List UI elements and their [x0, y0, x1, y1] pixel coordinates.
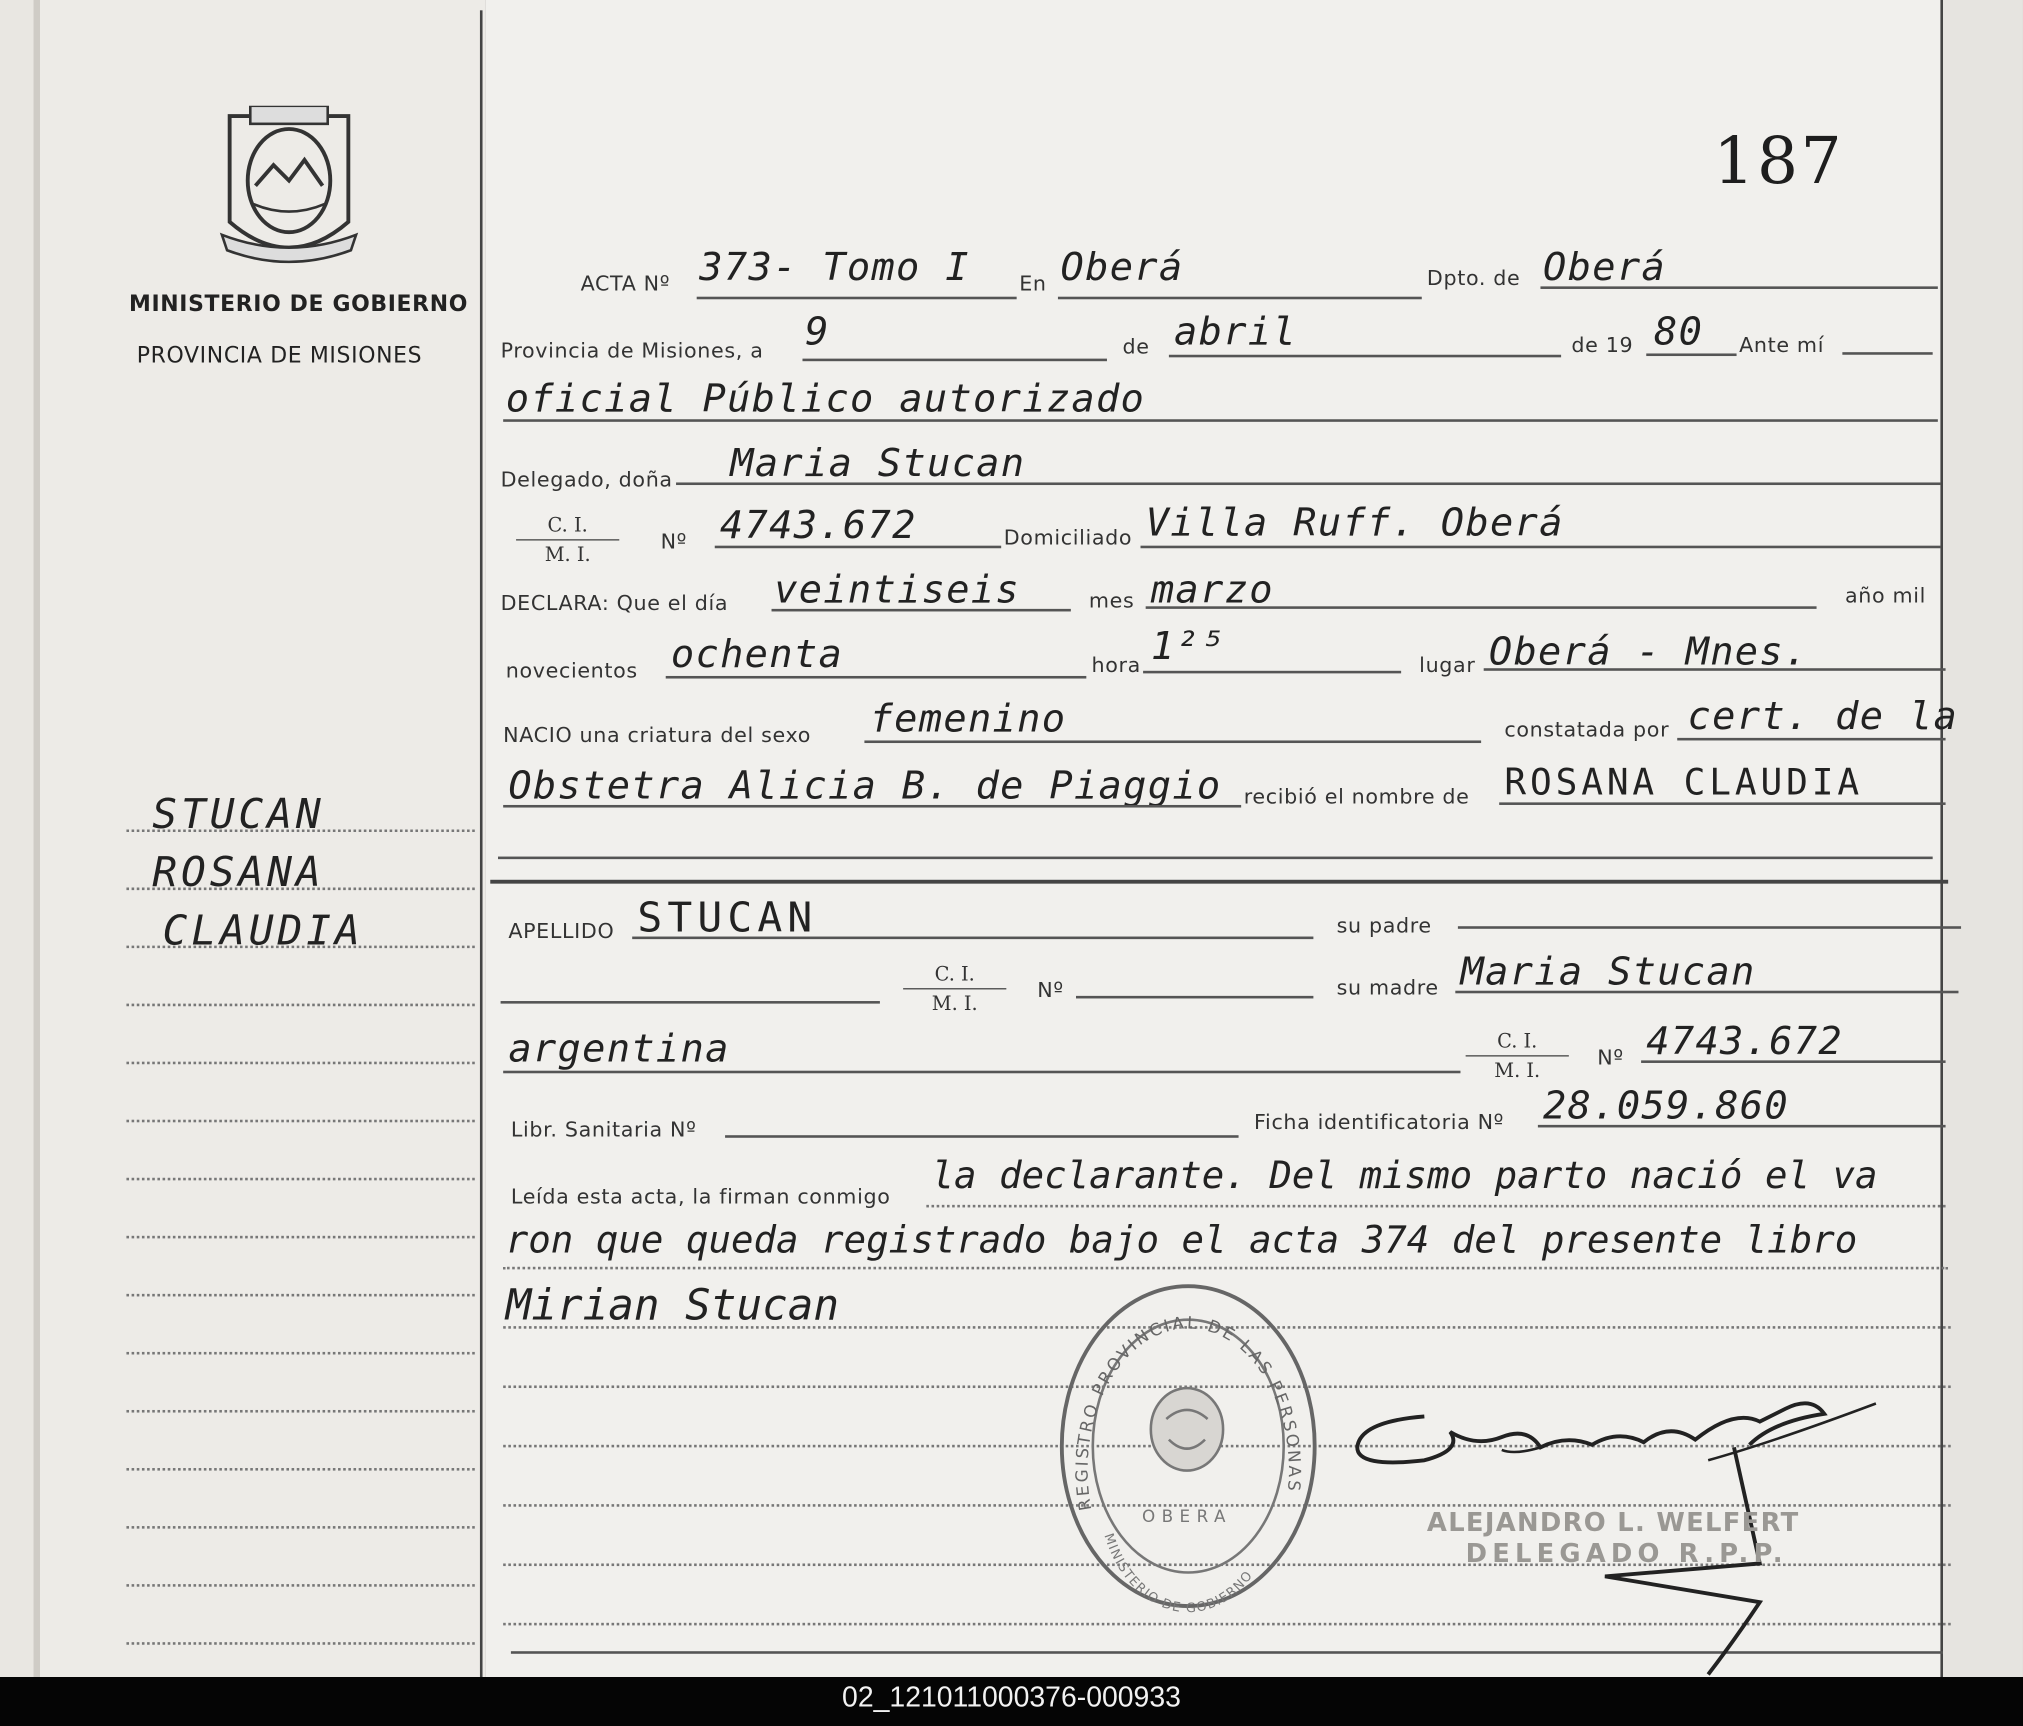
padre-ci-fraction: $\frac{C. I.}{M. I.}$ [903, 962, 1006, 1015]
de-label: de [1122, 334, 1150, 359]
svg-text:REGISTRO PROVINCIAL DE LAS PER: REGISTRO PROVINCIAL DE LAS PERSONAS [1071, 1312, 1305, 1513]
madre-number-label: Nº [1597, 1044, 1624, 1070]
observation-line2: ron que queda registrado bajo el acta 374 del presente libro [505, 1217, 1858, 1262]
birth-month-value: marzo [1150, 567, 1274, 613]
official-title-value: oficial Público autorizado [505, 376, 1146, 422]
mes-label: mes [1088, 588, 1135, 613]
apellido-label: APELLIDO [508, 918, 615, 943]
sexo-value: femenino [869, 696, 1067, 742]
ficha-label: Ficha identificatoria Nº [1254, 1109, 1505, 1134]
birth-day-value: veintiseis [774, 567, 1021, 613]
provincia-label: Provincia de Misiones, a [500, 337, 764, 363]
delegado-doc-value: 4743.672 [719, 503, 917, 549]
month-value: abril [1174, 309, 1298, 355]
province-heading: PROVINCIA DE MISIONES [136, 343, 423, 369]
ante-mi-label: Ante mí [1739, 332, 1825, 358]
right-page-edge [1943, 0, 2023, 1677]
margin-first-name: ROSANA [152, 847, 325, 897]
apellido-value: STUCAN [637, 892, 818, 942]
nacionalidad-value: argentina [508, 1026, 730, 1072]
madre-doc-value: 4743.672 [1646, 1019, 1844, 1065]
given-name-value: ROSANA CLAUDIA [1504, 761, 1864, 804]
observation-line1: la declarante. Del mismo parto nació el va [931, 1153, 1878, 1198]
acta-label: ACTA Nº [580, 270, 671, 296]
en-label: En [1019, 270, 1047, 296]
lugar-value: Oberá - Mnes. [1488, 629, 1809, 675]
hora-value: 1²⁵ [1150, 624, 1225, 670]
number-label: Nº [660, 528, 688, 554]
hora-label: hora [1091, 652, 1141, 678]
declarant-signature: Mirian Stucan [505, 1279, 839, 1330]
section-divider [490, 880, 1948, 884]
svg-text:MINISTERIO DE GOBIERNO: MINISTERIO DE GOBIERNO [1100, 1531, 1257, 1616]
year-prefix-label: de 19 [1571, 332, 1634, 358]
delegado-label: Delegado, doña [500, 466, 673, 492]
svg-text:OBERA: OBERA [1141, 1506, 1232, 1527]
footer-document-id: 02_121011000376-000933 [842, 1680, 1181, 1714]
leida-label: Leída esta acta, la firman conmigo [510, 1184, 891, 1209]
margin-surname: STUCAN [152, 789, 325, 839]
page-fold-shadow [34, 0, 40, 1677]
en-value: Oberá [1060, 245, 1184, 291]
su-padre-label: su padre [1336, 913, 1432, 938]
su-madre-label: su madre [1336, 975, 1439, 1000]
domicilio-value: Villa Ruff. Oberá [1145, 500, 1564, 546]
ci-mi-fraction: $\frac{C. I.}{M. I.}$ [516, 513, 619, 566]
padre-number-label: Nº [1037, 977, 1064, 1003]
declara-label: DECLARA: Que el día [500, 590, 729, 616]
ficha-value: 28.059.860 [1543, 1083, 1789, 1129]
official-name: ALEJANDRO L. WELFERT [1426, 1506, 1800, 1538]
constatada-value-line1: cert. de la [1687, 694, 1959, 740]
madre-name-value: Maria Stucan [1460, 949, 1756, 995]
right-border-line [1940, 0, 1943, 1677]
constatada-value-line2: Obstetra Alicia B. de Piaggio [508, 763, 1222, 809]
acta-number-value: 373- Tomo I [699, 245, 970, 291]
domiciliado-label: Domiciliado [1003, 525, 1133, 550]
madre-ci-fraction: $\frac{C. I.}{M. I.}$ [1466, 1029, 1569, 1082]
registry-stamp [1053, 1277, 1324, 1615]
dpto-value: Oberá [1543, 245, 1667, 291]
dpto-label: Dpto. de [1426, 265, 1521, 291]
libreta-label: Libr. Sanitaria Nº [510, 1117, 697, 1142]
day-value: 9 [805, 309, 830, 355]
page-number: 187 [1713, 123, 1845, 199]
delegado-name-value: Maria Stucan [730, 441, 1026, 487]
margin-second-name: CLAUDIA [162, 905, 364, 955]
birth-year-value: ochenta [670, 632, 844, 678]
column-divider [480, 10, 483, 1677]
lugar-label: lugar [1419, 652, 1476, 678]
year-value: 80 [1653, 309, 1704, 355]
ministry-heading: MINISTERIO DE GOBIERNO [129, 291, 469, 318]
anio-mil-label: año mil [1844, 583, 1926, 608]
novecientos-label: novecientos [505, 657, 638, 683]
recibio-label: recibió el nombre de [1243, 784, 1470, 809]
province-shield-logo [217, 106, 361, 269]
constatada-label: constatada por [1504, 717, 1670, 742]
official-title: DELEGADO R.P.P. [1465, 1537, 1788, 1569]
nacio-label: NACIO una criatura del sexo [503, 722, 811, 747]
